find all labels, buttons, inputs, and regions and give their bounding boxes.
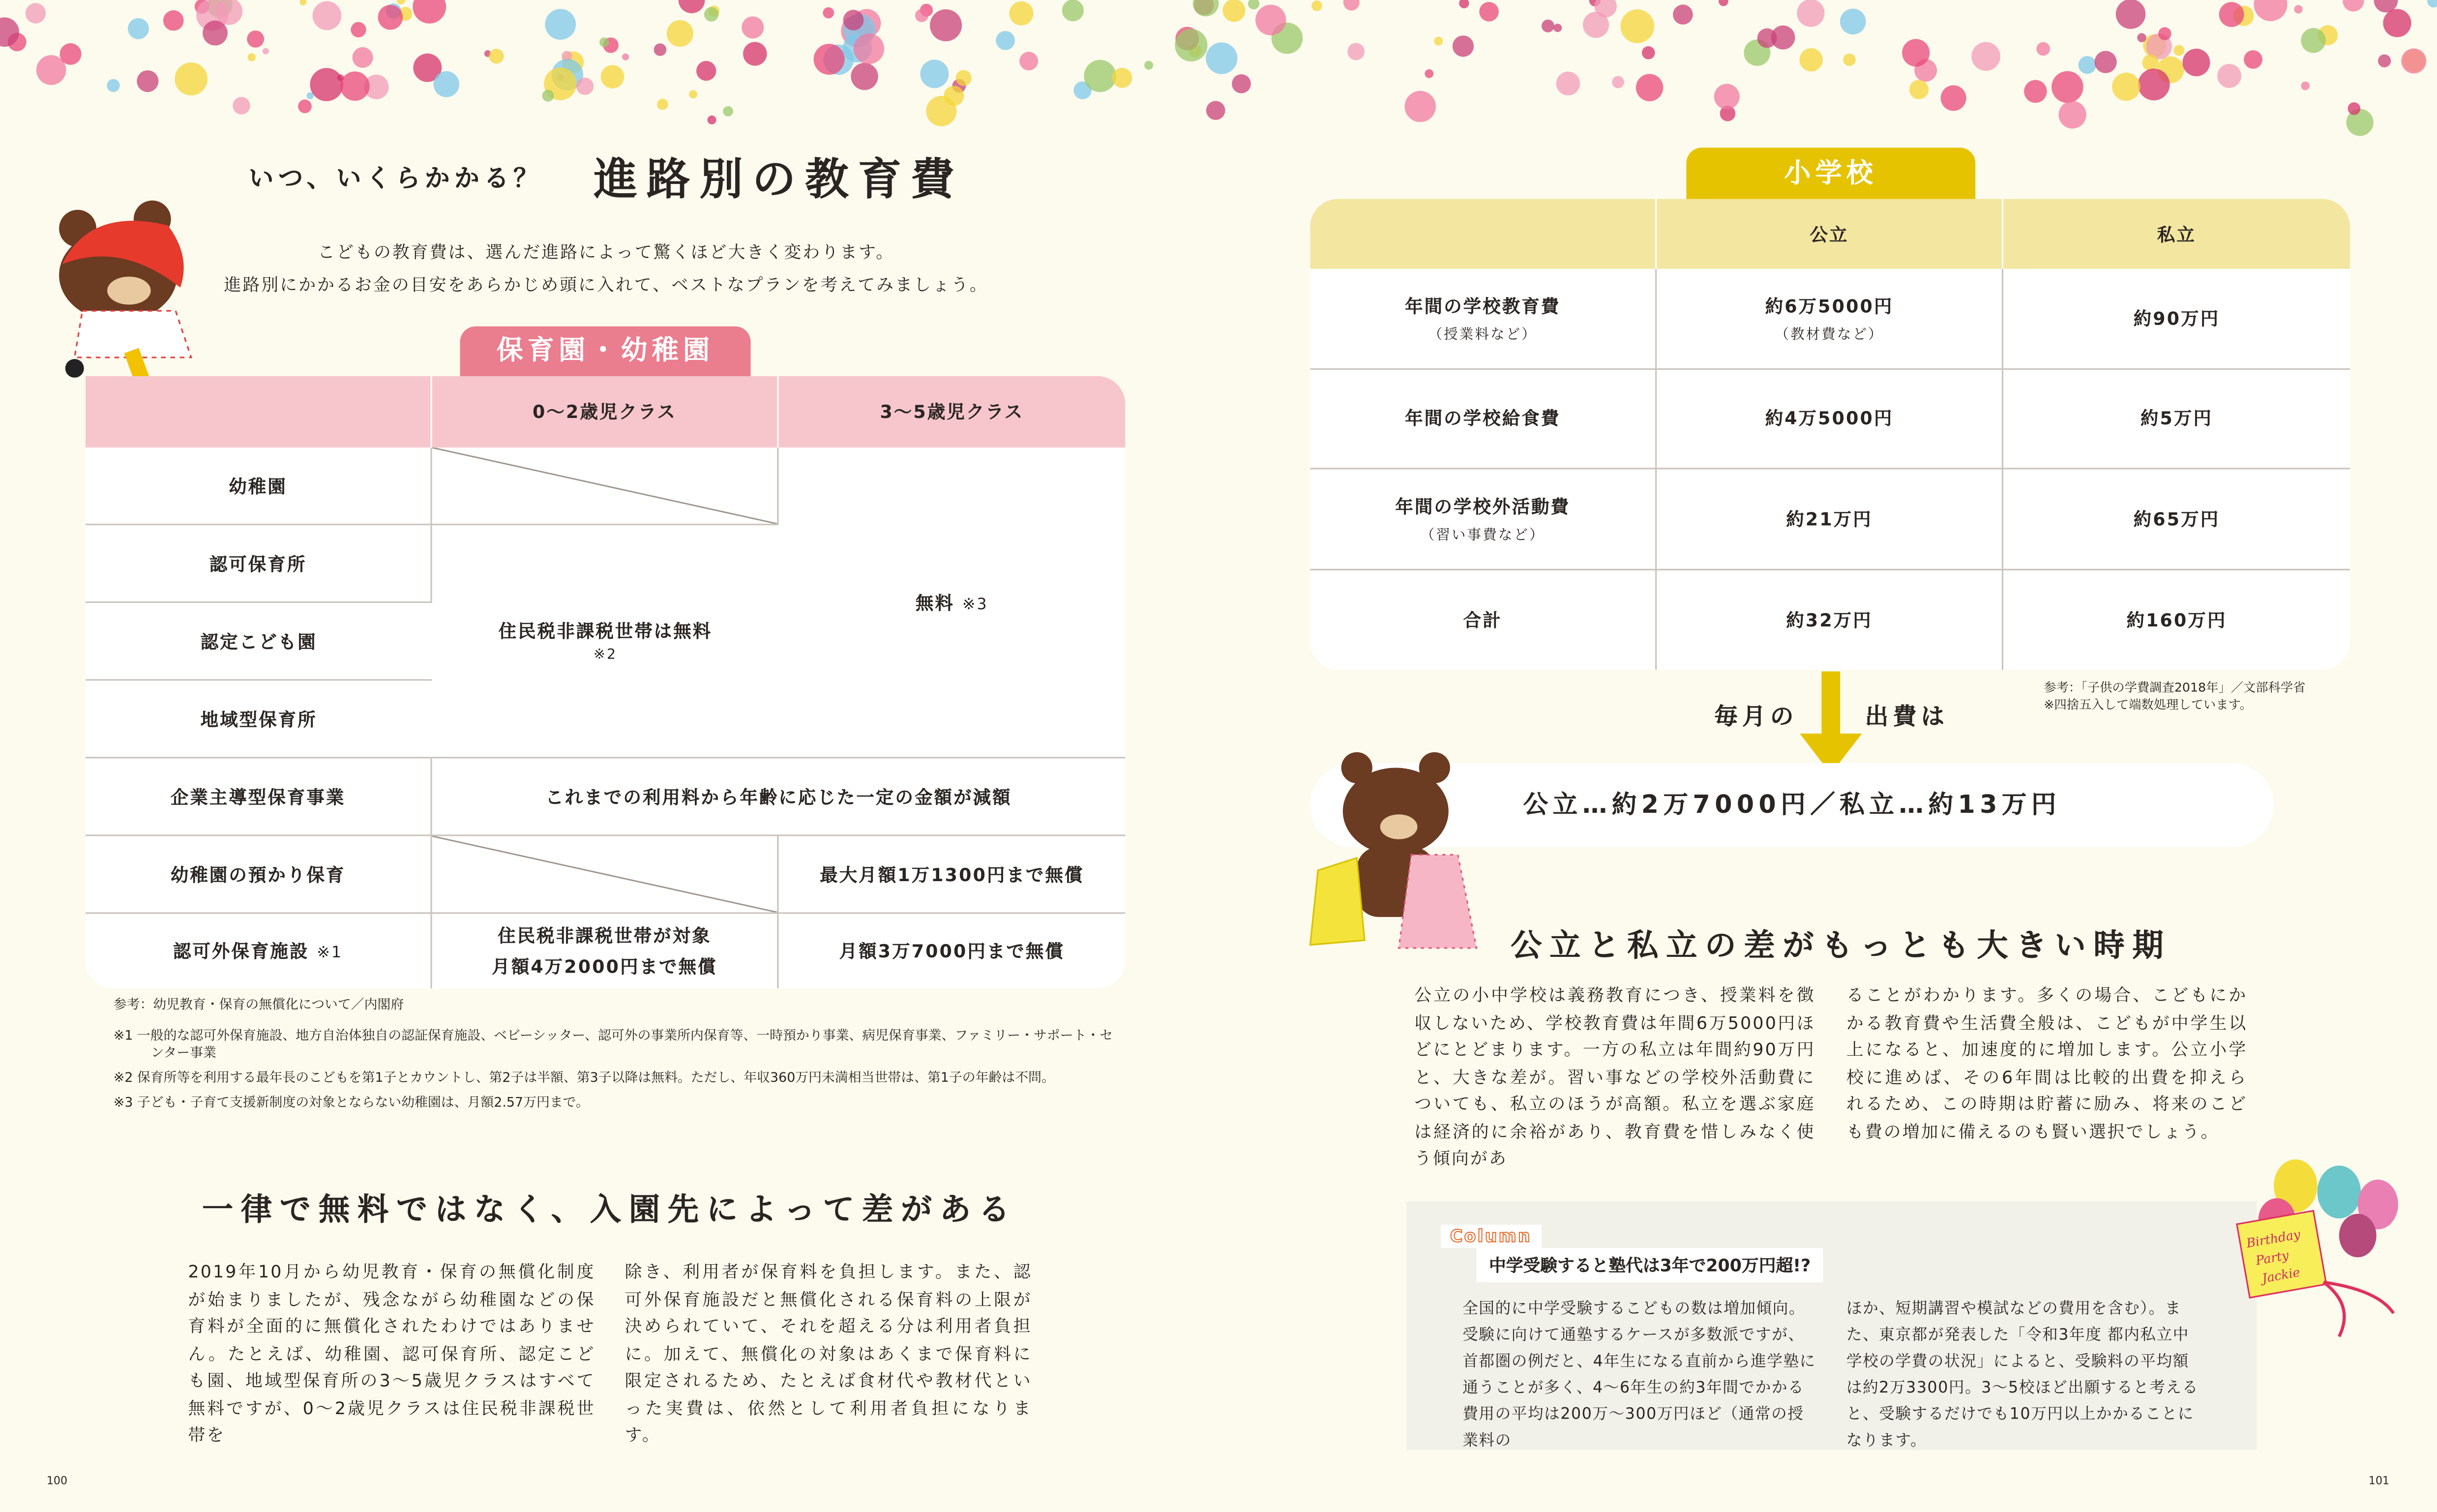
flower-icon <box>1459 0 1469 8</box>
flower-icon <box>704 7 719 22</box>
flower-icon <box>298 99 312 113</box>
flower-icon <box>679 0 705 13</box>
page-subtitle: いつ、いくらかかる？ <box>248 163 543 193</box>
private-cost-cell <box>2003 369 2350 470</box>
flower-icon <box>1223 0 1246 22</box>
page-number: 100 <box>46 1475 68 1487</box>
flower-icon <box>2343 0 2364 11</box>
flower-icon <box>1343 0 1360 10</box>
flower-icon <box>2024 80 2047 103</box>
column-title: 中学受験すると塾代は3年で200万円超!? <box>1477 1248 1823 1282</box>
balloon-sign-text: Party <box>2255 1248 2290 1268</box>
unlicensed-3-5-cell: 月額3万7000円まで無償 <box>779 914 1126 988</box>
flower-icon <box>2244 50 2262 69</box>
flower-icon <box>1909 80 1929 99</box>
flower-icon <box>2301 28 2326 53</box>
row-label <box>1310 369 1657 470</box>
flower-icon <box>233 97 250 115</box>
free-low-income-cell <box>432 525 779 758</box>
flower-icon <box>1714 84 1740 109</box>
flower-icon <box>2116 0 2146 29</box>
elementary-fee-table <box>1310 199 2350 669</box>
row-label: 幼稚園の預かり保育 <box>86 836 432 914</box>
flower-icon <box>1206 101 1225 120</box>
flower-icon <box>996 31 1015 50</box>
flower-icon <box>2378 55 2391 67</box>
flower-icon <box>1112 68 1132 88</box>
row-label: 認定こども園 <box>86 603 432 681</box>
flower-icon <box>313 1 342 30</box>
flower-icon <box>2301 82 2310 90</box>
down-arrow-icon <box>1800 671 1862 774</box>
not-applicable-cell <box>432 447 779 525</box>
flower-icon <box>247 53 255 61</box>
row-label <box>1310 269 1657 369</box>
row-label: 認可保育所 <box>86 525 432 603</box>
flower-icon <box>299 0 306 5</box>
flower-icon <box>397 0 406 4</box>
flower-icon <box>175 62 208 95</box>
flower-icon <box>2158 27 2171 40</box>
flower-icon <box>163 10 184 31</box>
private-cost-cell <box>2003 569 2350 669</box>
column-text: ほか、短期講習や模試などの費用を含む）。また、東京都が発表した「令和3年度 都内私立中学校の学費の状況」によると、受験料の平均額は約2万3300円。3～5校ほど出願すると考えると、受験するだけでも10万円以上かかることになります。 <box>1846 1301 2199 1450</box>
free-low-income-label: 住民税非課税世帯は無料 <box>498 620 713 642</box>
flower-icon <box>1673 4 1693 25</box>
flower-icon <box>814 44 845 75</box>
flower-icon <box>708 116 716 124</box>
flower-icon <box>1425 69 1433 78</box>
table-row <box>86 836 1126 914</box>
table-row <box>86 914 1126 988</box>
flower-icon <box>2383 9 2411 37</box>
flower-icon <box>915 9 928 22</box>
monthly-label: 毎月の <box>1714 702 1798 731</box>
table-row <box>86 758 1126 836</box>
row-label: 企業主導型保育事業 <box>86 758 432 836</box>
table-header-row <box>1310 199 2350 269</box>
flower-icon <box>263 48 269 55</box>
flower-icon <box>823 7 834 19</box>
flower-icon <box>1642 46 1655 59</box>
unlicensed-0-2-cell <box>432 914 779 988</box>
flower-icon <box>2051 71 2083 103</box>
flower-icon <box>2094 51 2116 73</box>
nursery-tab: 保育園・幼稚園 <box>460 326 751 378</box>
flower-icon <box>599 37 609 47</box>
flower-icon <box>1971 42 2000 71</box>
flower-icon <box>1636 74 1664 101</box>
intro-line: こどもの教育費は、選んだ進路によって驚くほど大きく変わります。 <box>318 242 895 263</box>
flower-icon <box>1797 0 1824 27</box>
balloon-sign-text: Jackie <box>2261 1265 2301 1286</box>
flower-icon <box>601 65 624 89</box>
corporate-discount-cell: これまでの利用料から年齢に応じた一定の金額が減額 <box>432 758 1126 836</box>
row-label-text: 合計 <box>1463 608 1502 630</box>
header-3-5: 3～5歳児クラス <box>779 376 1126 447</box>
flower-icon <box>1232 74 1251 93</box>
flower-icon <box>1757 29 1777 48</box>
free-3-5-cell <box>779 447 1126 758</box>
body-column: 除き、利用者が保育料を負担します。また、認可外保育施設だと無償化される保育料の上限が決められていて、それを超える分は利用者負担に。加えて、無償化の対象はあくまで保育料に限定されるため、たとえば食材代や教材代といった実費は、依然として利用者負担になります。 <box>624 1262 1032 1446</box>
body-column: 2019年10月から幼児教育・保育の無償化制度が始まりましたが、残念ながら幼稚園などの保育料が全面的に無償化されたわけではありません。たとえば、幼稚園、認可保育所、認定こども園、地域型保育所の3～5歳児クラスはすべて無料ですが、0～2歳児クラスは住民税非課税世帯を <box>188 1262 595 1446</box>
flower-icon <box>654 43 667 56</box>
flower-icon <box>1009 1 1033 26</box>
flower-icon <box>2058 101 2086 128</box>
flower-icon <box>1347 43 1365 60</box>
row-label-text: 年間の学校給食費 <box>1405 407 1561 430</box>
reference-line: ※四捨五入して端数処理しています。 <box>2044 698 2253 712</box>
flower-icon <box>854 33 884 64</box>
public-cost-cell <box>1657 269 2003 369</box>
header-public: 公立 <box>1657 199 2003 269</box>
cell-line: 月額4万2000円まで無償 <box>492 955 717 978</box>
row-label: 地域型保育所 <box>86 681 432 758</box>
column-text: 全国的に中学受験するこどもの数は増加傾向。受験に向けて通塾するケースが多数派ですが、首都圏の例だと、4年生になる直前から進学塾に通うことが多く、4～6年生の約3年間でかかる費用の平均は200万～300万円ほど（通常の授業料の <box>1462 1301 1816 1450</box>
flower-icon <box>2138 69 2170 101</box>
row-label-text: 年間の学校教育費 <box>1405 295 1561 317</box>
flower-icon <box>1453 35 1474 57</box>
flower-icon <box>2137 33 2146 42</box>
footnote: ※3 子ども・子育て支援新制度の対象とならない幼稚園は、月額2.57万円まで。 <box>113 1096 589 1111</box>
flower-icon <box>1542 20 1554 32</box>
table-row <box>1310 569 2350 669</box>
flower-icon <box>1800 48 1823 71</box>
nursery-fee-table <box>86 376 1126 988</box>
flower-icon <box>1434 37 1443 46</box>
monthly-summary: 公立…約2万7000円／私立…約13万円 <box>1310 763 2274 847</box>
flower-icon <box>1553 24 1562 32</box>
flower-icon <box>310 68 343 101</box>
private-cost-cell-text: 約5万円 <box>2140 407 2213 430</box>
flower-icon <box>2348 102 2361 115</box>
not-applicable-cell <box>432 836 779 914</box>
flower-icon <box>2173 45 2184 56</box>
private-cost-cell-text: 約90万円 <box>2133 307 2220 329</box>
flower-icon <box>1193 0 1219 16</box>
flower-icon <box>657 99 668 110</box>
note-ref: ※1 <box>317 945 343 962</box>
section-heading: 公立と私立の差がもっとも大きい時期 <box>1511 926 2171 964</box>
elementary-tab: 小学校 <box>1686 148 1975 200</box>
flower-icon <box>689 90 697 98</box>
public-cost-cell-text: 約21万円 <box>1786 507 1872 530</box>
private-cost-cell-text: 約65万円 <box>2133 507 2220 530</box>
body-column: 公立の小中学校は義務教育につき、授業料を徴収しないため、学校教育費は年間6万5000円ほどにとどまります。一方の私立は年間約90万円と、大きな差が。習い事などの学校外活動費についても、私立のほうが高額。私立を選ぶ家庭は経済的に余裕があり、教育費を惜しみなく使う傾向があ <box>1414 985 1815 1169</box>
birthday-balloons-illustration <box>2230 1158 2433 1344</box>
flower-icon <box>2182 49 2210 76</box>
flower-icon <box>2036 42 2050 56</box>
monthly-label: 出費は <box>1865 702 1949 731</box>
flower-icon <box>137 70 158 92</box>
flower-icon <box>1902 39 1930 66</box>
flower-icon <box>26 3 46 23</box>
public-cost-cell-text: 約32万円 <box>1786 608 1872 630</box>
flower-icon <box>1206 42 1237 74</box>
row-label: 幼稚園 <box>86 447 432 525</box>
flower-icon <box>545 9 576 40</box>
flower-icon <box>1019 52 1038 70</box>
page-number: 101 <box>2368 1475 2390 1487</box>
flower-icon <box>247 30 264 48</box>
table-row <box>1310 269 2350 369</box>
footnotes <box>114 998 1124 1121</box>
flower-icon <box>2427 0 2437 7</box>
flower-icon <box>2142 55 2159 71</box>
footnote: ※1 一般的な認可外保育施設、地方自治体独自の認証保育施設、ベビーシッター、認可外の事業所内保育等、一時預かり事業、病児保育事業、ファミリー・サポート・センター事業 <box>113 1029 1113 1062</box>
public-cost-cell <box>1657 470 2003 570</box>
header-private: 私立 <box>2003 199 2350 269</box>
flower-icon <box>1248 0 1259 9</box>
table-row <box>1310 470 2350 570</box>
flower-icon <box>2219 2 2244 27</box>
flower-icon <box>696 61 716 81</box>
note-ref: ※3 <box>962 596 988 613</box>
bear-with-clothes-illustration <box>1303 746 1481 956</box>
note-ref: ※2 <box>593 648 618 664</box>
flower-icon <box>1255 5 1286 35</box>
section-heading: 一律で無料ではなく、入園先によって差がある <box>202 1190 1018 1228</box>
flower-icon <box>1620 9 1654 43</box>
flower-icon <box>107 79 119 92</box>
flower-icon <box>413 0 446 24</box>
public-cost-cell <box>1657 569 2003 669</box>
bear-in-red-hood-illustration <box>43 194 207 396</box>
flower-icon <box>576 78 594 95</box>
row-label-text: 認可外保育施設 <box>173 940 309 962</box>
flower-icon <box>1556 72 1580 95</box>
flower-icon <box>128 18 149 39</box>
table-header-row <box>86 376 1126 447</box>
balloon-sign-text: Birthday <box>2245 1227 2302 1251</box>
intro-text <box>202 236 1010 301</box>
flower-icon <box>723 106 733 117</box>
public-cost-cell-text: 約6万5000円 <box>1765 295 1894 317</box>
flower-icon <box>433 71 459 97</box>
row-label <box>86 914 432 988</box>
flower-icon <box>926 96 956 126</box>
table-row <box>86 447 1126 525</box>
flower-icon <box>340 71 370 101</box>
row-label <box>1310 569 1657 669</box>
flower-icon <box>843 10 864 30</box>
page-title: 進路別の教育費 <box>594 153 964 206</box>
flower-icon <box>489 49 504 63</box>
flower-icon <box>353 47 373 68</box>
flower-icon <box>351 22 366 37</box>
flower-icon <box>930 9 962 41</box>
free-label: 無料 <box>915 591 955 613</box>
column-box <box>1406 1201 2257 1450</box>
cell-line: 住民税非課税世帯が対象 <box>498 924 712 947</box>
flower-icon <box>1840 9 1866 35</box>
reference-line: 参考：「子供の学費調査2018年」／文部科学省 <box>2044 681 2306 695</box>
header-0-2: 0～2歳児クラス <box>432 376 779 447</box>
footnote: ※2 保育所等を利用する最年長のこどもを第1子とカウントし、第2子は半額、第3子以降は無料。ただし、年収360万円未満相当世帯は、第1子の年齢は不問。 <box>113 1070 1055 1087</box>
flower-icon <box>743 42 767 66</box>
public-cost-cell-subtext: （教材費など） <box>1775 327 1884 343</box>
flower-border-decoration <box>0 0 2437 155</box>
private-cost-cell <box>2003 269 2350 369</box>
private-cost-cell-text: 約160万円 <box>2126 608 2227 630</box>
flower-icon <box>2112 73 2140 101</box>
flower-icon <box>60 43 82 65</box>
flower-icon <box>851 63 878 90</box>
header-empty <box>1310 199 1657 269</box>
reference <box>2044 679 2305 713</box>
flower-icon <box>1084 60 1116 92</box>
flower-icon <box>1612 76 1624 89</box>
row-label-text: 年間の学校外活動費 <box>1395 495 1571 517</box>
flower-icon <box>955 70 971 86</box>
flower-icon <box>378 5 403 30</box>
flower-icon <box>542 90 554 102</box>
row-label <box>1310 470 1657 570</box>
flower-icon <box>203 21 228 46</box>
header-empty <box>86 376 432 447</box>
flower-icon <box>2254 0 2287 21</box>
flower-icon <box>2079 56 2096 74</box>
flower-icon <box>337 74 344 81</box>
public-cost-cell-text: 約4万5000円 <box>1765 407 1894 430</box>
flower-icon <box>1062 0 1084 21</box>
flower-icon <box>920 59 949 88</box>
private-cost-cell <box>2003 470 2350 570</box>
row-label-subtext: （習い事費など） <box>1420 528 1545 544</box>
flower-icon <box>1175 29 1207 61</box>
body-column: ることがわかります。多くの場合、こどもにかかる教育費や生活費全般は、こどもが中学生以上になると、加速度的に増加します。公立小学校に進めば、その6年間は比較的出費を抑えられるため、この時期は貯蓄に励み、将来のこども費の増加に備えるのも賢い選択でしょう。 <box>1846 985 2248 1142</box>
table-row <box>1310 369 2350 470</box>
flower-icon <box>1941 85 1966 111</box>
flower-icon <box>1311 0 1322 11</box>
flower-icon <box>2217 64 2241 88</box>
kindergarten-care-cell: 最大月額1万1300円まで無償 <box>779 836 1126 914</box>
flower-icon <box>1144 61 1153 70</box>
row-label-subtext: （授業料など） <box>1428 327 1537 343</box>
flower-icon <box>667 20 693 47</box>
intro-line: 進路別にかかるお金の目安をあらかじめ頭に入れて、ベストなプランを考えてみましょう。 <box>224 275 988 296</box>
flower-icon <box>622 54 629 60</box>
column-label: Column <box>1441 1225 1541 1248</box>
flower-icon <box>1843 54 1855 66</box>
flower-icon <box>1479 2 1499 22</box>
flower-icon <box>1405 91 1436 122</box>
flower-icon <box>742 16 764 38</box>
flower-icon <box>2401 48 2426 73</box>
flower-icon <box>1719 0 1728 6</box>
flower-icon <box>2294 5 2302 13</box>
reference: 参考：幼児教育・保育の無償化について／内閣府 <box>113 998 404 1013</box>
public-cost-cell <box>1657 369 2003 470</box>
